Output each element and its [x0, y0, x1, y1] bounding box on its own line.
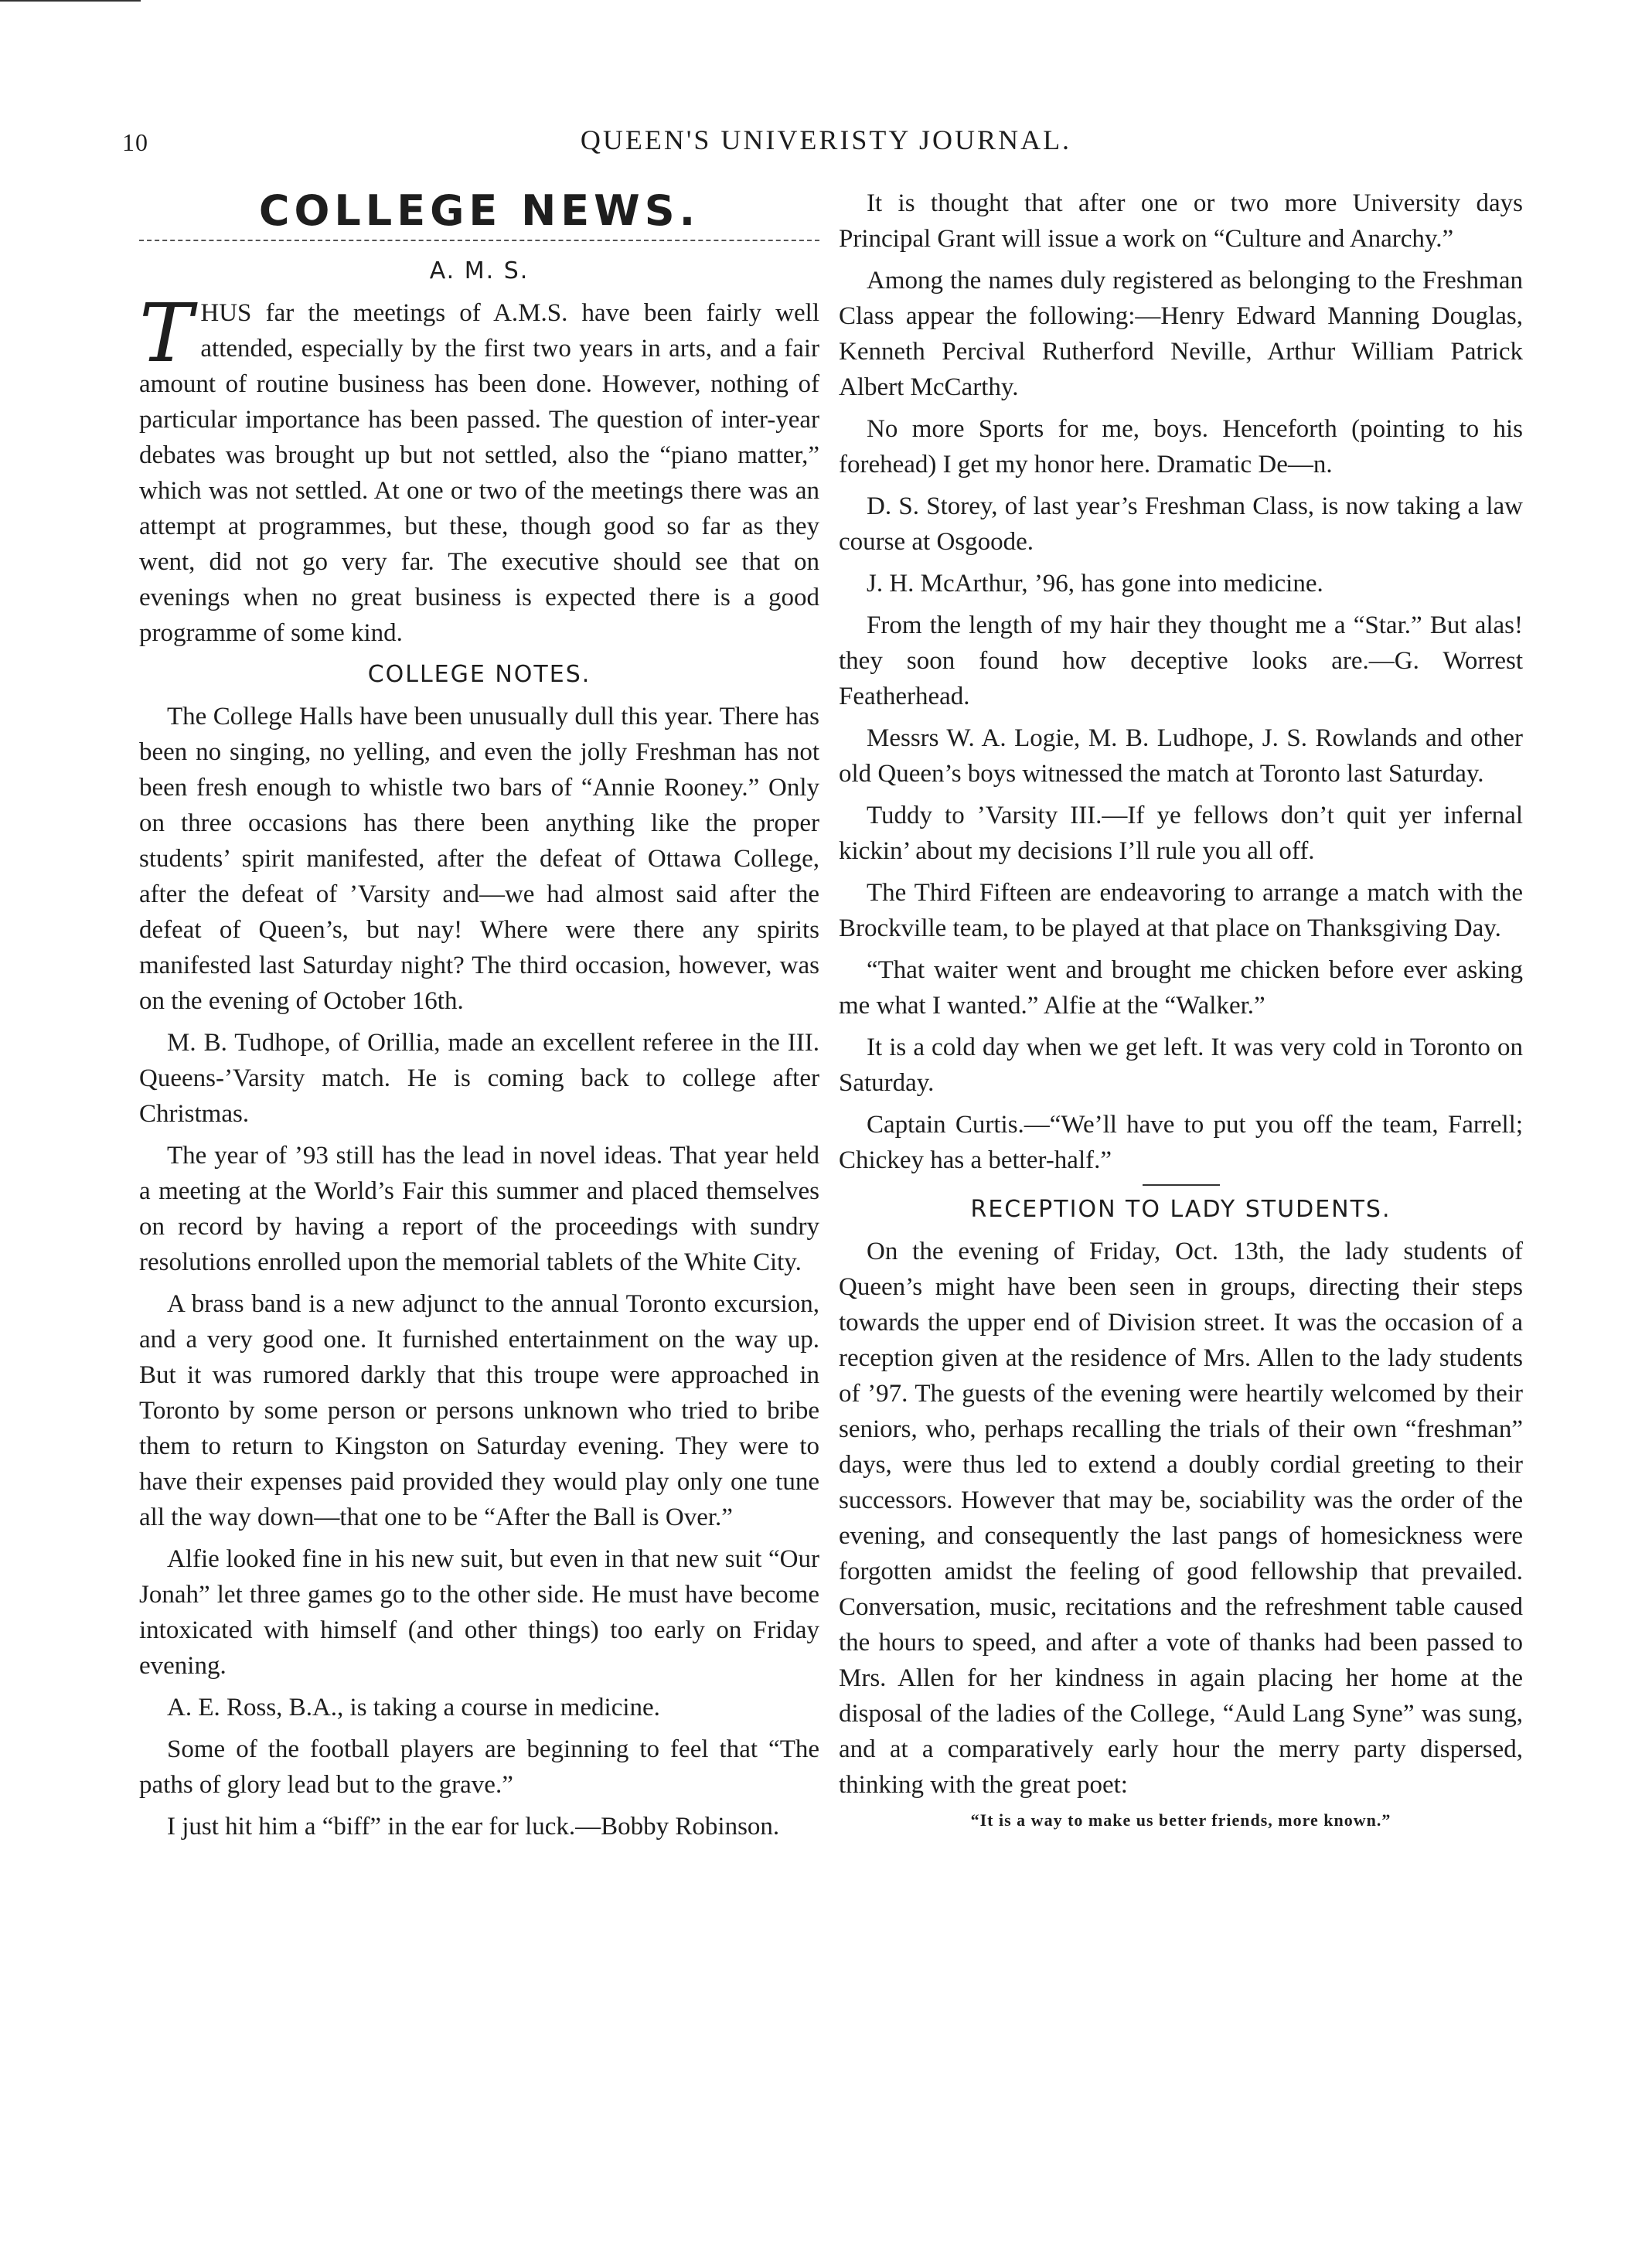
note-paragraph: I just hit him a “biff” in the ear for luck.—Bobby Robinson.	[167, 1813, 780, 1841]
ams-heading: A. M. S.	[429, 257, 530, 284]
page-number: 10	[122, 128, 148, 156]
note-paragraph: The Third Fifteen are endeavoring to arrange a match with the Brockville team, to be played at that place on Thanksgiving Day.	[839, 879, 1523, 942]
note-paragraph: Among the names duly registered as belonging to the Freshman Class appear the following:—Henry Edward Manning Douglas, Kenneth Percival Rutherford Neville, Arthur William Patrick Albert McCarthy.	[839, 267, 1523, 401]
note-paragraph: J. H. McArthur, ’96, has gone into medicine.	[867, 570, 1323, 598]
note-paragraph: Captain Curtis.—“We’ll have to put you off the team, Farrell; Chickey has a better-half.”	[839, 1111, 1523, 1174]
note-paragraph: Alfie looked fine in his new suit, but even in that new suit “Our Jonah” let three games go to the other side. He must have become intoxicated with himself (and other things) too early on Friday evening.	[139, 1545, 819, 1680]
note-paragraph: A. E. Ross, B.A., is taking a course in medicine.	[167, 1694, 660, 1721]
top-edge-rule	[0, 0, 141, 2]
section-title: COLLEGE NEWS.	[258, 186, 700, 235]
note-paragraph: Tuddy to ’Varsity III.—If ye fellows don’t quit yer infernal kickin’ about my decisions I’ll rule you all off.	[839, 802, 1523, 865]
note-paragraph: Some of the football players are beginning to feel that “The paths of glory lead but to the grave.”	[139, 1735, 819, 1799]
ams-paragraph	[139, 286, 819, 651]
note-paragraph: It is thought that after one or two more University days Principal Grant will issue a work on “Culture and Anarchy.”	[839, 189, 1523, 253]
college-notes-heading: COLLEGE NOTES.	[367, 661, 591, 688]
running-head: QUEEN'S UNIVERISTY JOURNAL.	[580, 124, 1072, 155]
note-paragraph: D. S. Storey, of last year’s Freshman Class, is now taking a law course at Osgoode.	[839, 492, 1523, 556]
section-divider	[1143, 1184, 1220, 1186]
title-rule	[139, 240, 819, 241]
left-column	[139, 186, 819, 1851]
note-paragraph: The College Halls have been unusually dull this year. There has been no singing, no yelling, and even the jolly Freshman has not been fresh enough to whistle two bars of “Annie Rooney.” Only on three occasions has there been anything like the proper students’ spirit manifested, after the defeat of Ottawa College, after the defeat of ’Varsity and—we had almost said after the defeat of Queen’s, but nay! Where were there any spirits manifested last Saturday night? The third occasion, however, was on the evening of October 16th.	[139, 703, 819, 1015]
reception-paragraph: On the evening of Friday, Oct. 13th, the lady students of Queen’s might have been seen in groups, directing their steps towards the upper end of Division street. It was the occasion of a reception given at the residence of Mrs. Allen to the lady students of ’97. The guests of the evening were heartily welcomed by their seniors, who, perhaps recalling the trials of their own “freshman” days, were thus led to extend a doubly cordial greeting to their successors. However that may be, sociability was the order of the evening, and consequently the last pangs of homesickness were forgotten amidst the feeling of good fellowship that prevailed. Conversation, music, recitations and the refreshment table caused the hours to speed, and after a vote of thanks had been passed to Mrs. Allen for her kindness in again placing her home at the disposal of the ladies of the College, “Auld Lang Syne” was sung, and at a comparatively early hour the merry party dispersed, thinking with the great poet:	[839, 1238, 1523, 1799]
note-paragraph: The year of ’93 still has the lead in novel ideas. That year held a meeting at the World’s Fair this summer and placed themselves on record by having a report of the proceedings with sundry resolutions enrolled upon the memorial tablets of the White City.	[139, 1142, 819, 1276]
ams-text: HUS far the meetings of A.M.S. have been fairly well attended, especially by the first two years in arts, and a fair amount of routine business has been done. However, nothing of particular importance has been passed. The question of inter-year debates was brought up but not settled, also the “piano matter,” which was not settled. At one or two of the meetings there was an attempt at programmes, but these, though good so far as they went, did not go very far. The executive should see that on evenings when no great business is expected there is a good programme of some kind.	[139, 299, 819, 647]
note-paragraph: M. B. Tudhope, of Orillia, made an excellent referee in the III. Queens-’Varsity match. He is coming back to college after Christmas.	[139, 1029, 819, 1128]
note-paragraph: From the length of my hair they thought me a “Star.” But alas! they soon found how deceptive looks are.—G. Worrest Featherhead.	[839, 611, 1523, 710]
note-paragraph: It is a cold day when we get left. It was very cold in Toronto on Saturday.	[839, 1034, 1523, 1097]
note-paragraph: “That waiter went and brought me chicken before ever asking me what I wanted.” Alfie at the “Walker.”	[839, 956, 1523, 1020]
closing-quote: “It is a way to make us better friends, more known.”	[970, 1810, 1391, 1830]
note-paragraph: Messrs W. A. Logie, M. B. Ludhope, J. S. Rowlands and other old Queen’s boys witnessed the match at Toronto last Saturday.	[839, 724, 1523, 788]
right-column	[839, 186, 1523, 1832]
note-paragraph: No more Sports for me, boys. Henceforth (pointing to his forehead) I get my honor here. Dramatic De—n.	[839, 415, 1523, 478]
note-paragraph: A brass band is a new adjunct to the annual Toronto excursion, and a very good one. It furnished entertainment on the way up. But it was rumored darkly that this troupe were approached in Toronto by some person or persons unknown who tried to bribe them to return to Kingston on Saturday evening. They were to have their expenses paid provided they would play only one tune all the way down—that one to be “After the Ball is Over.”	[139, 1290, 819, 1531]
reception-heading: RECEPTION TO LADY STUDENTS.	[970, 1196, 1391, 1223]
drop-cap: T	[139, 286, 193, 380]
